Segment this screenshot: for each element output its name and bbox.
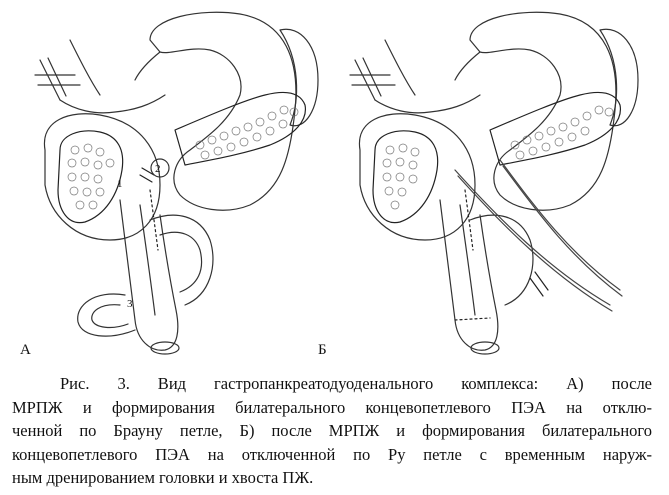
panel-b-label: Б bbox=[318, 342, 327, 358]
caption-line-2: МРПЖ и формирования билатерального концевопетлевого ПЭА на отклю- bbox=[12, 397, 652, 417]
panel-a-drawing bbox=[35, 12, 318, 354]
marker-2: 2 bbox=[155, 163, 161, 175]
marker-3: 3 bbox=[127, 298, 133, 310]
caption-line-3: ченной по Брауну петле, Б) после МРПЖ и формирования билатерального bbox=[12, 421, 652, 440]
caption-line-5: ным дренированием головки и хвоста ПЖ. bbox=[12, 468, 314, 487]
caption-line-1: Рис. 3. Вид гастропанкреатодуоденального комплекса: А) после bbox=[60, 374, 652, 393]
figure-caption bbox=[12, 372, 652, 490]
caption-line-4: концевопетлевого ПЭА на отключенной по Ру петле с временным наруж- bbox=[12, 444, 652, 464]
panel-a-label: А bbox=[20, 342, 31, 358]
panel-b-drawing bbox=[350, 12, 638, 354]
marker-1: 1 bbox=[117, 178, 123, 190]
